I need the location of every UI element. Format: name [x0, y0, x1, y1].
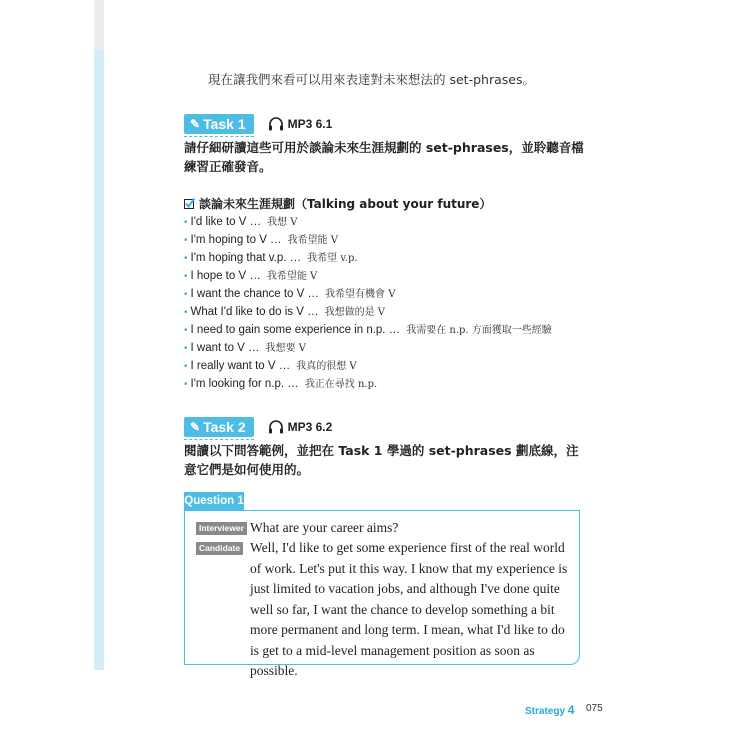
phrase-zh: 我需要在 n.p. 方面獲取一些經驗 [406, 325, 552, 336]
candidate-tag: Candidate [196, 542, 243, 555]
pencil-icon: ✎ [190, 117, 201, 131]
task2-label: Task 2 [203, 419, 246, 435]
list-item [184, 249, 552, 267]
side-color-bar [94, 0, 104, 670]
intro-text: 現在讓我們來看可以用來表達對未來想法的 set-phrases。 [208, 72, 535, 87]
task2-audio[interactable] [268, 420, 333, 434]
phrase-en: I want to V … [190, 342, 260, 354]
phrase-en: I hope to V … [190, 270, 261, 282]
phrase-en: I really want to V … [190, 360, 291, 372]
list-item [184, 231, 552, 249]
phrase-zh: 我希望 v.p. [307, 253, 358, 264]
strategy-label: Strategy [525, 706, 566, 717]
bullet-icon: • [184, 217, 188, 228]
interviewer-tag: Interviewer [196, 522, 247, 535]
phrase-zh: 我正在尋找 n.p. [304, 379, 378, 390]
phrase-zh: 我希望能 V [266, 271, 318, 282]
headphones-icon [268, 420, 284, 434]
phrase-zh: 我想要 V [265, 343, 306, 354]
bullet-icon: • [184, 325, 188, 336]
task1-badge [184, 114, 254, 134]
strategy-number: 4 [567, 703, 575, 717]
bullet-icon: • [184, 361, 188, 372]
task2-badge [184, 417, 254, 437]
headphones-icon [268, 117, 284, 131]
interviewer-text: What are your career aims? [250, 520, 399, 535]
list-item [184, 285, 552, 303]
phrase-en: I need to gain some experience in n.p. … [190, 324, 401, 336]
list-item [184, 357, 552, 375]
task1-label: Task 1 [203, 116, 246, 132]
task1-header [184, 114, 332, 134]
task1-mp3-label: MP3 6.1 [287, 117, 333, 131]
phrase-zh: 我想 V [267, 217, 298, 228]
list-item [184, 321, 552, 339]
phrase-en: I want the chance to V … [190, 288, 320, 300]
page-number: 075 [586, 703, 603, 714]
list-item [184, 375, 552, 393]
phrase-en: I'm looking for n.p. … [190, 378, 299, 390]
bullet-icon: • [184, 271, 188, 282]
checkbox-icon [184, 198, 195, 209]
task1-audio[interactable] [268, 117, 333, 131]
bullet-icon: • [184, 253, 188, 264]
bullet-icon: • [184, 379, 188, 390]
subheading-text: 談論未來生涯規劃（Talking about your future） [199, 197, 492, 211]
phrase-en: What I'd like to do is V … [190, 306, 319, 318]
phrase-list [184, 213, 552, 393]
phrase-en: I'm hoping to V … [190, 234, 282, 246]
bullet-icon: • [184, 343, 188, 354]
candidate-text: Well, I'd like to get some experience first of the real world of work. Let's put it this way. I know that my experience is just limited to vacation jobs, and although I've done quite well so far, I want the chance to develop something a bit more permanent and long term. I mean, what I'd like to do is get to a mid-level management position as soon as possible. [250, 540, 568, 678]
phrase-zh: 我希望能 V [287, 235, 338, 246]
phrase-zh: 我想做的是 V [324, 307, 386, 318]
list-item [184, 303, 552, 321]
side-bar-top [94, 0, 104, 50]
list-item [184, 213, 552, 231]
list-item [184, 339, 552, 357]
bullet-icon: • [184, 235, 188, 246]
pencil-icon: ✎ [190, 420, 201, 434]
phrase-en: I'd like to V … [190, 216, 262, 228]
bullet-icon: • [184, 307, 188, 318]
side-bar-body [94, 50, 104, 670]
task1-instruction: 請仔細研讀這些可用於談論未來生涯規劃的 set-phrases，並聆聽音檔練習正確發音。 [184, 140, 584, 174]
question-label: Question 1 [184, 492, 244, 510]
phrase-en: I'm hoping that v.p. … [190, 252, 302, 264]
bullet-icon: • [184, 289, 188, 300]
list-item [184, 267, 552, 285]
footer-strategy [525, 703, 574, 717]
phrase-zh: 我希望有機會 V [325, 289, 396, 300]
task2-header [184, 417, 332, 437]
phrases-subheading [184, 195, 491, 212]
phrase-zh: 我真的很想 V [296, 361, 357, 372]
task2-mp3-label: MP3 6.2 [287, 420, 333, 434]
task2-instruction: 閱讀以下問答範例，並把在 Task 1 學過的 set-phrases 劃底線，注意它們是如何使用的。 [184, 443, 579, 477]
